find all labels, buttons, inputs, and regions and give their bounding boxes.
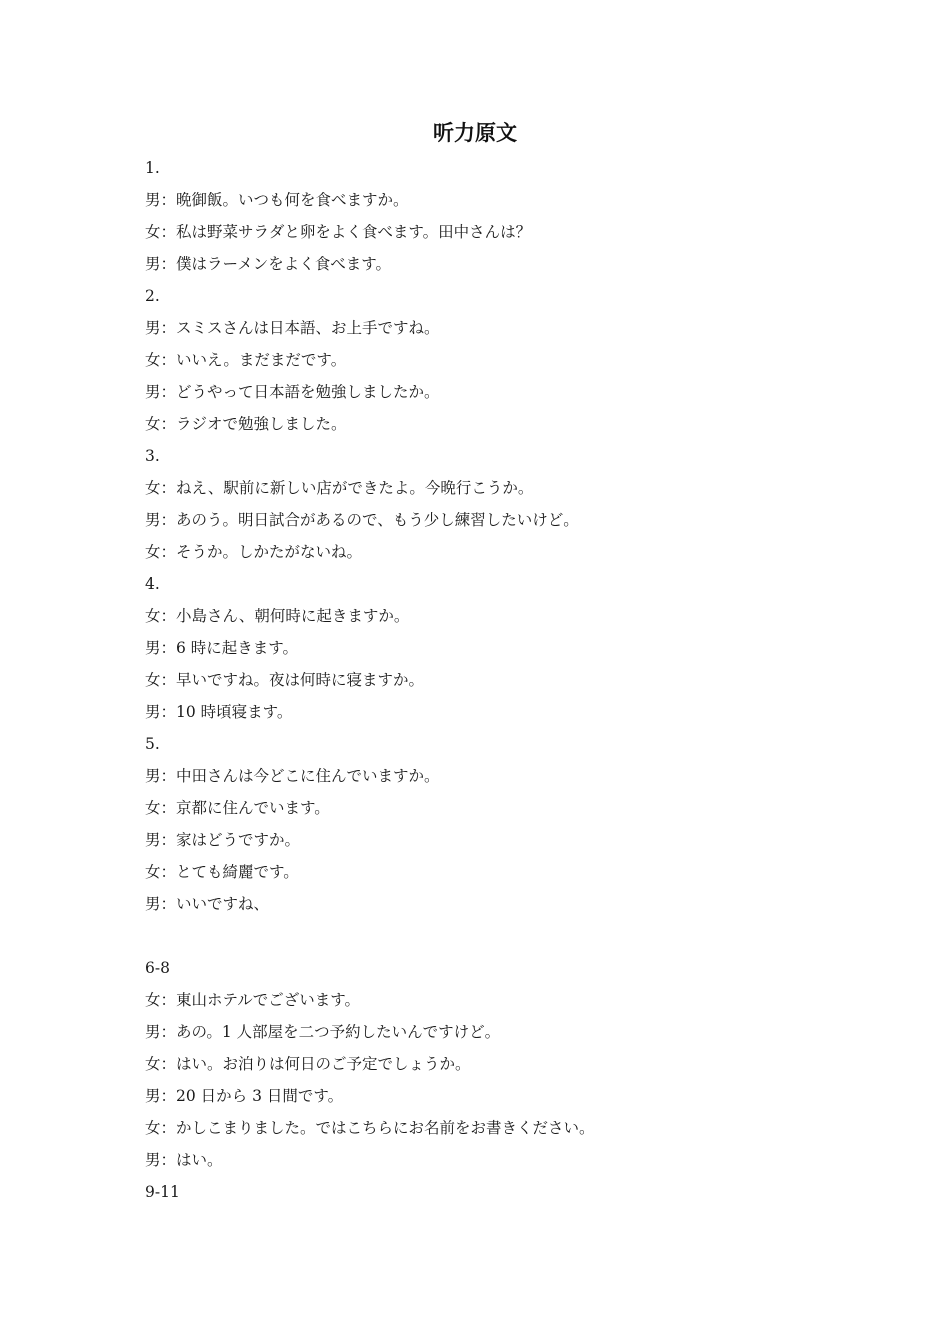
transcript-line: 女：早いですね。夜は何時に寝ますか。 [145, 671, 425, 689]
transcript-line: 男：晩御飯。いつも何を食べますか。 [145, 191, 409, 209]
transcript-line: 男：あの。1 人部屋を二つ予約したいんですけど。 [145, 1023, 501, 1041]
transcript-line: 男：どうやって日本語を勉強しましたか。 [145, 383, 440, 401]
transcript-line: 男：家はどうですか。 [145, 831, 301, 849]
transcript-line: 男：はい。 [145, 1151, 223, 1169]
transcript-line: 男：6 時に起きます。 [145, 639, 299, 657]
page-title: 听力原文 [433, 121, 517, 145]
transcript-line: 女：かしこまりました。ではこちらにお名前をお書きください。 [145, 1119, 595, 1137]
transcript-line: 女：小島さん、朝何時に起きますか。 [145, 607, 410, 625]
transcript-line: 6-8 [145, 959, 170, 977]
transcript-line: 5. [145, 735, 160, 753]
transcript-line: 男：10 時頃寝ます。 [145, 703, 293, 721]
transcript-lines [145, 154, 865, 1210]
transcript-line: 3. [145, 447, 160, 465]
transcript-line: 男：中田さんは今どこに住んでいますか。 [145, 767, 440, 785]
transcript-line: 女：そうか。しかたがないね。 [145, 543, 363, 561]
transcript-line: 女：いいえ。まだまだです。 [145, 351, 347, 369]
transcript-line: 1. [145, 159, 160, 177]
transcript-line: 女：ラジオで勉強しました。 [145, 415, 347, 433]
transcript-line: 9-11 [145, 1183, 180, 1201]
transcript-line: 女：私は野菜サラダと卵をよく食べます。田中さんは？ [145, 223, 532, 241]
transcript-line: 女：はい。お泊りは何日のご予定でしょうか。 [145, 1055, 471, 1073]
transcript-line: 男：20 日から 3 日間です。 [145, 1087, 344, 1105]
transcript-line: 4. [145, 575, 160, 593]
transcript-line: 男：あのう。明日試合があるので、もう少し練習したいけど。 [145, 511, 579, 529]
transcript-line: 2. [145, 287, 160, 305]
transcript-line: 女：ねえ、駅前に新しい店ができたよ。今晩行こうか。 [145, 479, 534, 497]
transcript-line: 女：京都に住んでいます。 [145, 799, 330, 817]
transcript-line: 男：スミスさんは日本語、お上手ですね。 [145, 319, 440, 337]
transcript-line: 女：とても綺麗です。 [145, 863, 299, 881]
blank-line [145, 922, 865, 954]
transcript-line: 女：東山ホテルでございます。 [145, 991, 360, 1009]
transcript-line: 男：僕はラーメンをよく食べます。 [145, 255, 391, 273]
transcript-line: 男：いいですね、 [145, 895, 270, 913]
